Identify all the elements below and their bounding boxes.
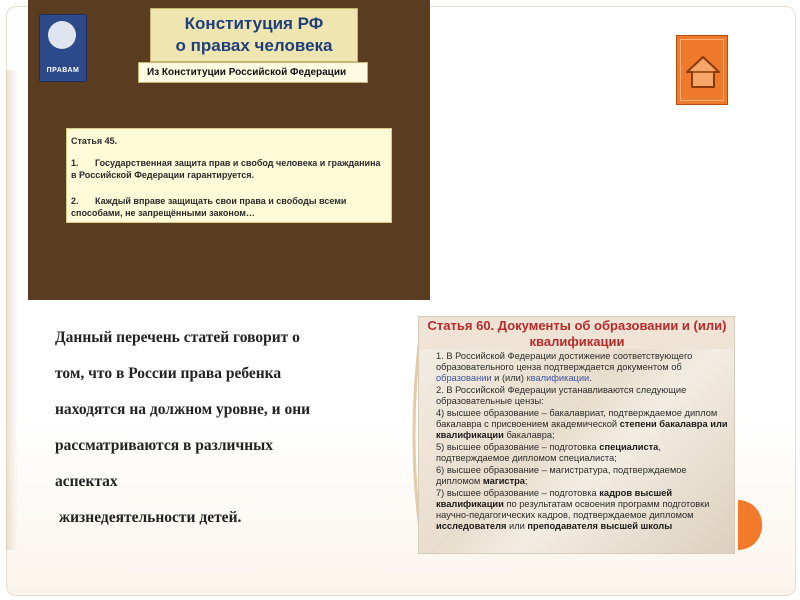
- text-span: 4) высшее образование – бакалавриат, подтверждаемое диплом бакалавра с присвоением академической: [436, 408, 718, 429]
- text-span: .: [589, 373, 592, 383]
- globe-icon: [48, 21, 76, 49]
- text-bold: магистра: [482, 476, 525, 486]
- text-bold: исследователя: [436, 521, 507, 531]
- article-60-paragraph: [426, 465, 731, 487]
- text-bold: преподавателя высшей школы: [527, 521, 673, 531]
- article-item-number: 2.: [71, 196, 79, 206]
- body-text: [55, 320, 395, 536]
- article-60-image-panel: [418, 316, 735, 554]
- constitution-title-line1: Конституция РФ: [184, 14, 324, 33]
- article-60-paragraph: 2. В Российской Федерации устанавливаются следующие образовательные цензы:: [436, 385, 687, 406]
- frame-decoration: [6, 70, 18, 550]
- text-span: 7) высшее образование – подготовка: [436, 488, 600, 498]
- home-button[interactable]: [676, 35, 728, 105]
- body-line: жизнедеятельности детей.: [55, 509, 242, 526]
- article-item-number: 1.: [71, 158, 79, 168]
- article-45-box: [66, 128, 392, 223]
- article-60-title: Статья 60. Документы об образовании и (или) квалификации: [427, 318, 727, 349]
- article-60-paragraph: [426, 488, 731, 532]
- text-span: по результатам освоения программ подготовки научно-педагогических кадров, подтверждаемое дипломом: [436, 499, 710, 520]
- constitution-subtitle-box: [138, 62, 368, 83]
- text-span: 6) высшее образование – магистратура, подтверждаемое дипломом: [436, 465, 687, 486]
- text-span: 1. В Российской Федерации достижение соответствующего образовательного ценза подтверждается документом об: [436, 351, 693, 372]
- text-bold: степени бакалавра или квалификации: [436, 419, 728, 440]
- article-60-paragraph: [426, 351, 731, 384]
- body-line: аспектах: [55, 473, 118, 490]
- article-item-text: Каждый вправе защищать свои права и свободы всеми способами, не запрещёнными законом…: [71, 196, 347, 218]
- human-rights-logo: [39, 14, 87, 82]
- text-span: и (или): [491, 373, 527, 383]
- logo-label: ПРАВАМ: [46, 67, 80, 74]
- body-line: рассматриваются в различных: [55, 437, 273, 454]
- constitution-title-box: [150, 8, 358, 62]
- text-span: 5) высшее образование – подготовка: [436, 442, 600, 452]
- article-item: [71, 195, 387, 219]
- constitution-title-line2: о правах человека: [175, 36, 333, 55]
- article-60-text: [426, 351, 731, 533]
- text-bold: специалиста: [599, 442, 659, 452]
- text-span: ;: [524, 476, 528, 486]
- text-span: бакалавра;: [503, 430, 555, 440]
- text-span: или: [506, 521, 528, 531]
- body-line: том, что в России права ребенка: [55, 365, 282, 382]
- text-bold: кадров высшей квалификации: [436, 488, 673, 509]
- article-60-paragraph: [426, 442, 731, 464]
- constitution-subtitle: Из Конституции Российской Федерации: [147, 67, 347, 78]
- body-line: Данный перечень статей говорит о: [55, 329, 300, 346]
- article-item: [71, 157, 387, 181]
- education-link: образовании: [436, 373, 492, 383]
- article-item-text: Государственная защита прав и свобод человека и гражданина в Российской Федерации гарантируется.: [71, 158, 381, 180]
- home-icon: [685, 55, 721, 89]
- text-span: , подтверждаемое дипломом специалиста;: [436, 442, 661, 463]
- article-60-paragraph: [426, 408, 731, 441]
- body-line: находятся на должном уровне, и они: [55, 401, 311, 418]
- article-title: Статья 45.: [71, 136, 118, 146]
- qualification-link: квалификации: [526, 373, 590, 383]
